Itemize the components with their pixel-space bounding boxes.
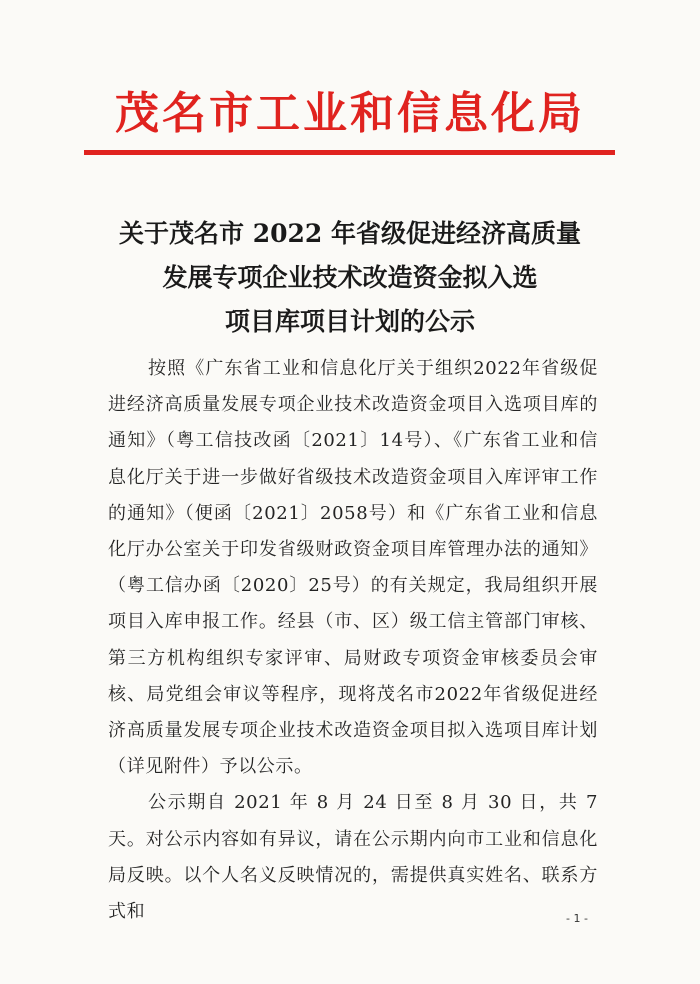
page-number: - 1 - (566, 912, 588, 925)
document-body (108, 351, 598, 930)
issuer-letterhead: 茂名市工业和信息化局 (115, 88, 585, 139)
title-line-1: 关于茂名市 2022 年省级促进经济高质量 (119, 219, 581, 248)
title-line-3: 项目库项目计划的公示 (224, 307, 475, 336)
title-line-2: 发展专项企业技术改造资金拟入选 (162, 263, 538, 292)
body-paragraph-1: 按照《广东省工业和信息化厅关于组织2022年省级促进经济高质量发展专项企业技术改造资金项目入选项目库的通知》（粤工信技改函〔2021〕14号）、《广东省工业和信息化厅关于进一步做好省级技术改造资金项目入库评审工作的通知》（便函〔2021〕2058号）和《广东省工业和信息化厅办公室关于印发省级财政资金项目库管理办法的通知》（粤工信办函〔2020〕25号）的有关规定，我局组织开展项目入库申报工作。经县（市、区）级工信主管部门审核、第三方机构组织专家评审、局财政专项资金审核委员会审核、局党组会审议等程序，现将茂名市2022年省级促进经济高质量发展专项企业技术改造资金项目拟入选项目库计划（详见附件）予以公示。 (108, 358, 598, 778)
document-title (90, 212, 610, 344)
letterhead-red-rule (84, 150, 615, 155)
body-paragraph-2: 公示期自 2021 年 8 月 24 日至 8 月 30 日，共 7 天。对公示内容如有异议，请在公示期内向市工业和信息化局反映。以个人名义反映情况的，需提供真实姓名、联系方式和 (108, 792, 598, 923)
